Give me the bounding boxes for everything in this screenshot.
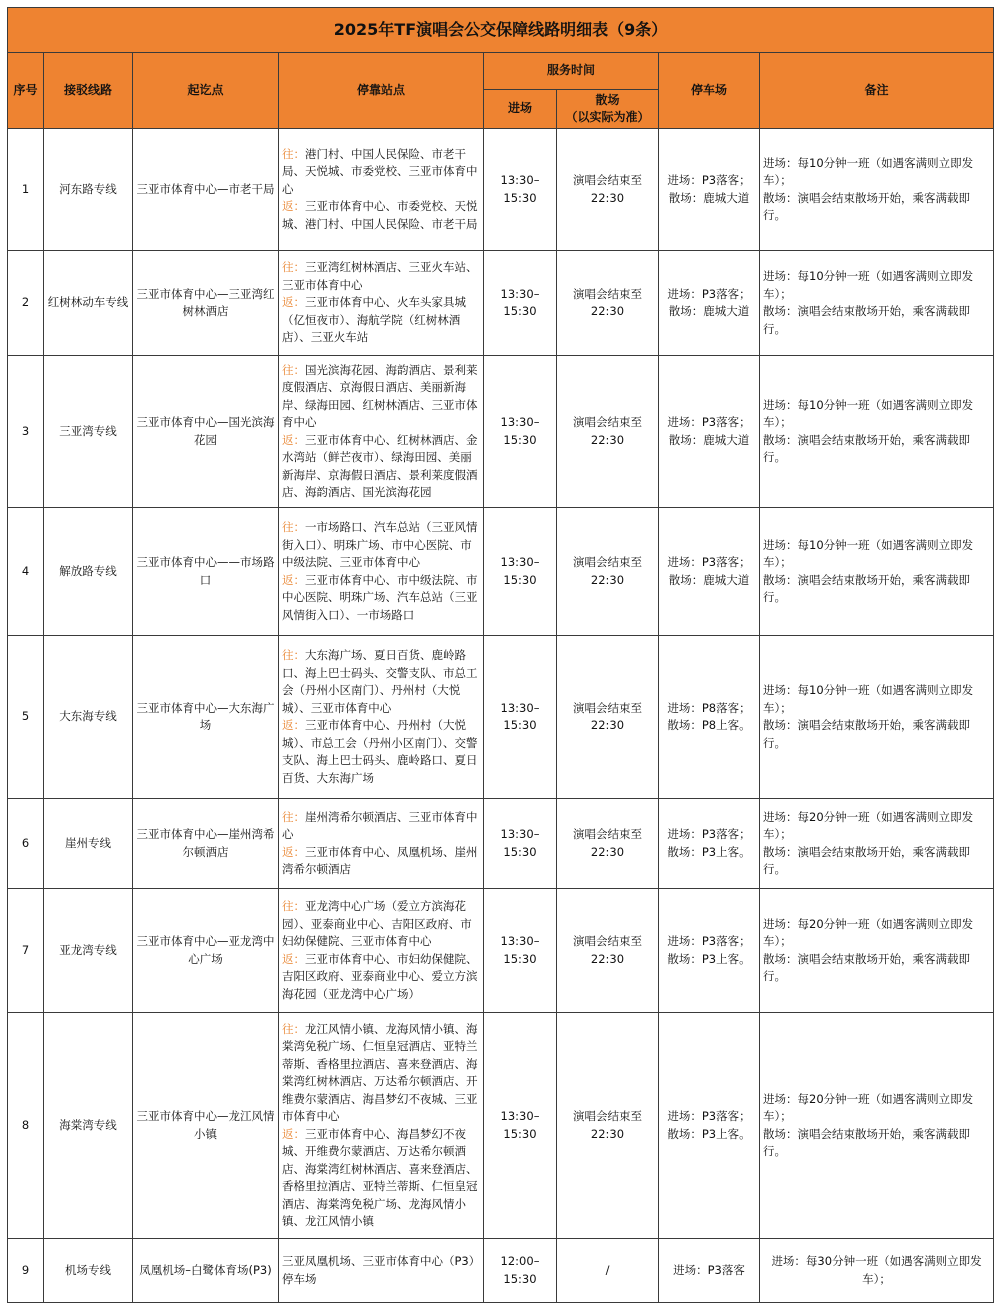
outbound-text: 一市场路口、汽车总站（三亚风情街入口）、明珠广场、市中心医院、市中级法院、三亚市体育中心 xyxy=(282,520,478,569)
cell-parking xyxy=(659,356,760,508)
table-row xyxy=(8,356,994,508)
parking-exit: 散场：鹿城大道 xyxy=(668,304,750,318)
cell-index: 1 xyxy=(8,129,44,251)
cell-endpoints: 三亚市体育中心—崖州湾希尔顿酒店 xyxy=(133,799,279,889)
remark-exit: 散场：演唱会结束散场开始，乘客满载即行。 xyxy=(763,304,970,336)
outbound-stops xyxy=(282,898,480,951)
parking-exit: 散场：P8上客。 xyxy=(667,718,751,732)
cell-exit-time: 演唱会结束至22:30 xyxy=(557,799,659,889)
outbound-label: 往： xyxy=(282,648,305,662)
route-table xyxy=(7,7,994,1303)
cell-endpoints: 三亚市体育中心—大东海广场 xyxy=(133,636,279,799)
cell-route: 解放路专线 xyxy=(44,508,133,636)
remark-entry: 进场：每10分钟一班（如遇客满则立即发车）； xyxy=(763,397,974,429)
cell-entry-time: 13:30–15:30 xyxy=(484,356,557,508)
outbound-label: 往： xyxy=(282,260,305,275)
outbound-stops xyxy=(282,1021,480,1126)
cell-entry-time: 12:00–15:30 xyxy=(484,1239,557,1303)
cell-exit-time: 演唱会结束至22:30 xyxy=(557,636,659,799)
remark-exit: 散场：演唱会结束散场开始，乘客满载即行。 xyxy=(763,572,970,604)
header-exit-note: （以实际为准） xyxy=(565,110,650,124)
remark-exit: 散场：演唱会结束散场开始，乘客满载即行。 xyxy=(763,1126,970,1158)
parking-exit: 散场：P3上客。 xyxy=(667,1126,751,1141)
cell-endpoints: 三亚市体育中心—三亚湾红树林酒店 xyxy=(133,251,279,356)
cell-exit-time: 演唱会结束至22:30 xyxy=(557,251,659,356)
remark-entry: 进场：每10分钟一班（如遇客满则立即发车）； xyxy=(763,269,974,301)
return-label: 返： xyxy=(282,295,305,310)
outbound-label: 往： xyxy=(282,520,305,534)
cell-remarks xyxy=(760,508,994,636)
cell-entry-time: 13:30–15:30 xyxy=(484,1013,557,1239)
parking-entry: 进场：P3落客； xyxy=(667,934,751,948)
cell-index: 5 xyxy=(8,636,44,799)
cell-index: 4 xyxy=(8,508,44,636)
cell-remarks xyxy=(760,889,994,1013)
return-label: 返： xyxy=(282,1126,305,1141)
cell-remarks xyxy=(760,636,994,799)
cell-parking xyxy=(659,1239,760,1303)
outbound-label: 往： xyxy=(282,362,305,377)
cell-endpoints: 凤凰机场–白鹭体育场(P3) xyxy=(133,1239,279,1303)
outbound-label: 往： xyxy=(282,1021,305,1036)
return-text: 三亚市体育中心、火车头家具城（亿恒夜市）、海航学院（红树林酒店）、三亚火车站 xyxy=(282,295,466,345)
header-exit xyxy=(557,90,659,129)
cell-stops xyxy=(279,129,484,251)
cell-parking xyxy=(659,508,760,636)
table-row xyxy=(8,799,994,889)
cell-route: 崖州专线 xyxy=(44,799,133,889)
outbound-text: 国光滨海花园、海韵酒店、景利莱度假酒店、京海假日酒店、美丽新海岸、绿海田园、红树林酒店、三亚市体育中心 xyxy=(282,362,478,429)
cell-entry-time: 13:30–15:30 xyxy=(484,251,557,356)
outbound-stops xyxy=(282,259,480,294)
outbound-label: 往： xyxy=(282,809,305,824)
return-stops xyxy=(282,844,480,879)
header-endpoints: 起讫点 xyxy=(133,53,279,129)
cell-parking xyxy=(659,1013,760,1239)
parking-exit: 散场：P3上客。 xyxy=(667,844,751,859)
remark-exit: 散场：演唱会结束散场开始，乘客满载即行。 xyxy=(763,718,970,750)
return-label: 返： xyxy=(282,718,305,732)
remark-entry: 进场：每10分钟一班（如遇客满则立即发车）； xyxy=(763,683,974,715)
cell-index: 3 xyxy=(8,356,44,508)
return-text: 三亚市体育中心、丹州村（大悦城）、市总工会（丹州小区南门）、交警支队、海上巴士码头、鹿岭路口、夏日百货、大东海广场 xyxy=(282,718,478,785)
cell-index: 8 xyxy=(8,1013,44,1239)
table-row xyxy=(8,508,994,636)
cell-entry-time: 13:30–15:30 xyxy=(484,799,557,889)
return-label: 返： xyxy=(282,844,305,859)
outbound-stops xyxy=(282,809,480,844)
cell-endpoints: 三亚市体育中心—亚龙湾中心广场 xyxy=(133,889,279,1013)
cell-entry-time: 13:30–15:30 xyxy=(484,636,557,799)
parking-exit: 散场：鹿城大道 xyxy=(668,190,750,205)
outbound-stops xyxy=(282,146,480,199)
remark-exit: 散场：演唱会结束散场开始，乘客满载即行。 xyxy=(763,844,970,876)
page-title: 2025年TF演唱会公交保障线路明细表（9条） xyxy=(8,8,994,53)
parking-entry: 进场：P3落客； xyxy=(667,415,751,429)
cell-exit-time: / xyxy=(557,1239,659,1303)
remark-exit: 散场：演唱会结束散场开始，乘客满载即行。 xyxy=(763,951,970,983)
return-stops xyxy=(282,198,480,233)
outbound-text: 亚龙湾中心广场（爱立方滨海花园）、亚泰商业中心、吉阳区政府、市妇幼保健院、三亚市体育中心 xyxy=(282,899,472,948)
outbound-stops xyxy=(282,647,480,717)
header-parking: 停车场 xyxy=(659,53,760,129)
table-body xyxy=(8,129,994,1303)
return-text: 三亚市体育中心、海昌梦幻不夜城、开维费尔蒙酒店、万达希尔顿酒店、海棠湾红树林酒店、喜来登酒店、香格里拉酒店、亚特兰蒂斯、仁恒皇冠酒店、海棠湾免税广场、龙海风情小镇、龙江风情小镇 xyxy=(282,1126,478,1228)
parking-entry: 进场：P3落客； xyxy=(667,286,751,301)
outbound-text: 港门村、中国人民保险、市老干局、天悦城、市委党校、三亚市体育中心 xyxy=(282,146,478,196)
cell-endpoints: 三亚市体育中心—龙江风情小镇 xyxy=(133,1013,279,1239)
cell-stops xyxy=(279,356,484,508)
return-text: 三亚市体育中心、市委党校、天悦城、港门村、中国人民保险、市老干局 xyxy=(282,199,478,231)
parking-entry: 进场：P3落客 xyxy=(673,1262,745,1277)
remark-entry: 进场：每10分钟一班（如遇客满则立即发车）； xyxy=(763,155,974,187)
cell-stops xyxy=(279,251,484,356)
header-service-time: 服务时间 xyxy=(484,53,659,90)
cell-stops xyxy=(279,508,484,636)
parking-exit: 散场：鹿城大道 xyxy=(668,432,750,447)
cell-remarks xyxy=(760,1013,994,1239)
cell-stops xyxy=(279,1013,484,1239)
table-row xyxy=(8,889,994,1013)
return-label: 返： xyxy=(282,199,305,214)
cell-stops xyxy=(279,799,484,889)
cell-index: 6 xyxy=(8,799,44,889)
cell-stops xyxy=(279,889,484,1013)
table-row xyxy=(8,1239,994,1303)
cell-parking xyxy=(659,889,760,1013)
return-label: 返： xyxy=(282,951,305,966)
cell-parking xyxy=(659,129,760,251)
remark-entry: 进场：每10分钟一班（如遇客满则立即发车）； xyxy=(763,537,974,569)
return-text: 三亚市体育中心、市中级法院、市中心医院、明珠广场、汽车总站（三亚风情街入口）、一市场路口 xyxy=(282,572,478,622)
cell-route: 河东路专线 xyxy=(44,129,133,251)
cell-remarks xyxy=(760,356,994,508)
parking-entry: 进场：P3落客； xyxy=(667,173,751,187)
return-text: 三亚市体育中心、凤凰机场、崖州湾希尔顿酒店 xyxy=(282,844,478,876)
remark-exit: 散场：演唱会结束散场开始，乘客满载即行。 xyxy=(763,432,970,464)
cell-remarks xyxy=(760,251,994,356)
parking-entry: 进场：P3落客； xyxy=(667,827,751,841)
return-label: 返： xyxy=(282,432,305,447)
header-remarks: 备注 xyxy=(760,53,994,129)
cell-route: 机场专线 xyxy=(44,1239,133,1303)
table-row xyxy=(8,251,994,356)
cell-stops xyxy=(279,1239,484,1303)
header-exit-label: 散场 xyxy=(595,92,620,107)
outbound-text: 崖州湾希尔顿酒店、三亚市体育中心 xyxy=(282,809,478,841)
parking-entry: 进场：P3落客； xyxy=(667,1109,751,1123)
parking-entry: 进场：P3落客； xyxy=(667,555,751,569)
cell-exit-time: 演唱会结束至22:30 xyxy=(557,129,659,251)
header-entry: 进场 xyxy=(484,90,557,129)
remark-entry: 进场：每20分钟一班（如遇客满则立即发车）； xyxy=(763,1091,974,1123)
remark-entry: 进场：每20分钟一班（如遇客满则立即发车）； xyxy=(763,916,974,948)
outbound-stops xyxy=(282,519,480,572)
cell-route: 红树林动车专线 xyxy=(44,251,133,356)
return-stops xyxy=(282,432,480,502)
header-stops: 停靠站点 xyxy=(279,53,484,129)
cell-index: 7 xyxy=(8,889,44,1013)
cell-exit-time: 演唱会结束至22:30 xyxy=(557,508,659,636)
return-text: 三亚市体育中心、红树林酒店、金水湾站（鲜芒夜市）、绿海田园、美丽新海岸、京海假日酒店、景利莱度假酒店、海韵酒店、国光滨海花园 xyxy=(282,432,478,499)
return-stops xyxy=(282,951,480,1004)
parking-exit: 散场：鹿城大道 xyxy=(668,572,750,587)
cell-endpoints: 三亚市体育中心——市场路口 xyxy=(133,508,279,636)
cell-route: 亚龙湾专线 xyxy=(44,889,133,1013)
stops-text: 三亚凤凰机场、三亚市体育中心（P3）停车场 xyxy=(282,1254,475,1286)
cell-entry-time: 13:30–15:30 xyxy=(484,889,557,1013)
cell-parking xyxy=(659,799,760,889)
cell-entry-time: 13:30–15:30 xyxy=(484,508,557,636)
outbound-stops xyxy=(282,362,480,432)
outbound-text: 三亚湾红树林酒店、三亚火车站、三亚市体育中心 xyxy=(282,260,478,292)
return-label: 返： xyxy=(282,572,305,587)
cell-index: 2 xyxy=(8,251,44,356)
cell-parking xyxy=(659,636,760,799)
cell-stops xyxy=(279,636,484,799)
table-row xyxy=(8,636,994,799)
parking-exit: 散场：P3上客。 xyxy=(667,951,751,966)
table-row xyxy=(8,129,994,251)
return-stops xyxy=(282,294,480,347)
cell-exit-time: 演唱会结束至22:30 xyxy=(557,889,659,1013)
cell-parking xyxy=(659,251,760,356)
remark-entry: 进场：每20分钟一班（如遇客满则立即发车）； xyxy=(763,809,974,841)
cell-route: 大东海专线 xyxy=(44,636,133,799)
cell-route: 三亚湾专线 xyxy=(44,356,133,508)
remark-entry: 进场：每30分钟一班（如遇客满则立即发车）； xyxy=(771,1254,982,1286)
remark-exit: 散场：演唱会结束散场开始，乘客满载即行。 xyxy=(763,190,970,222)
parking-entry: 进场：P8落客； xyxy=(667,700,751,715)
cell-remarks xyxy=(760,799,994,889)
cell-endpoints: 三亚市体育中心—市老干局 xyxy=(133,129,279,251)
return-stops xyxy=(282,572,480,625)
cell-remarks xyxy=(760,1239,994,1303)
cell-index: 9 xyxy=(8,1239,44,1303)
return-stops xyxy=(282,717,480,787)
outbound-label: 往： xyxy=(282,899,305,913)
header-index: 序号 xyxy=(8,53,44,129)
outbound-label: 往： xyxy=(282,146,305,161)
header-route: 接驳线路 xyxy=(44,53,133,129)
return-stops xyxy=(282,1126,480,1231)
cell-remarks xyxy=(760,129,994,251)
cell-route: 海棠湾专线 xyxy=(44,1013,133,1239)
outbound-text: 大东海广场、夏日百货、鹿岭路口、海上巴士码头、交警支队、市总工会（丹州小区南门）、丹州村（大悦城）、三亚市体育中心 xyxy=(282,648,478,715)
cell-endpoints: 三亚市体育中心—国光滨海花园 xyxy=(133,356,279,508)
cell-exit-time: 演唱会结束至22:30 xyxy=(557,356,659,508)
cell-entry-time: 13:30–15:30 xyxy=(484,129,557,251)
cell-exit-time: 演唱会结束至22:30 xyxy=(557,1013,659,1239)
table-row xyxy=(8,1013,994,1239)
outbound-text: 龙江风情小镇、龙海风情小镇、海棠湾免税广场、仁恒皇冠酒店、亚特兰蒂斯、香格里拉酒店、喜来登酒店、海棠湾红树林酒店、万达希尔顿酒店、开维费尔蒙酒店、海昌梦幻不夜城、三亚市体育中心 xyxy=(282,1021,478,1123)
return-text: 三亚市体育中心、市妇幼保健院、吉阳区政府、亚泰商业中心、爱立方滨海花园（亚龙湾中心广场） xyxy=(282,951,478,1001)
